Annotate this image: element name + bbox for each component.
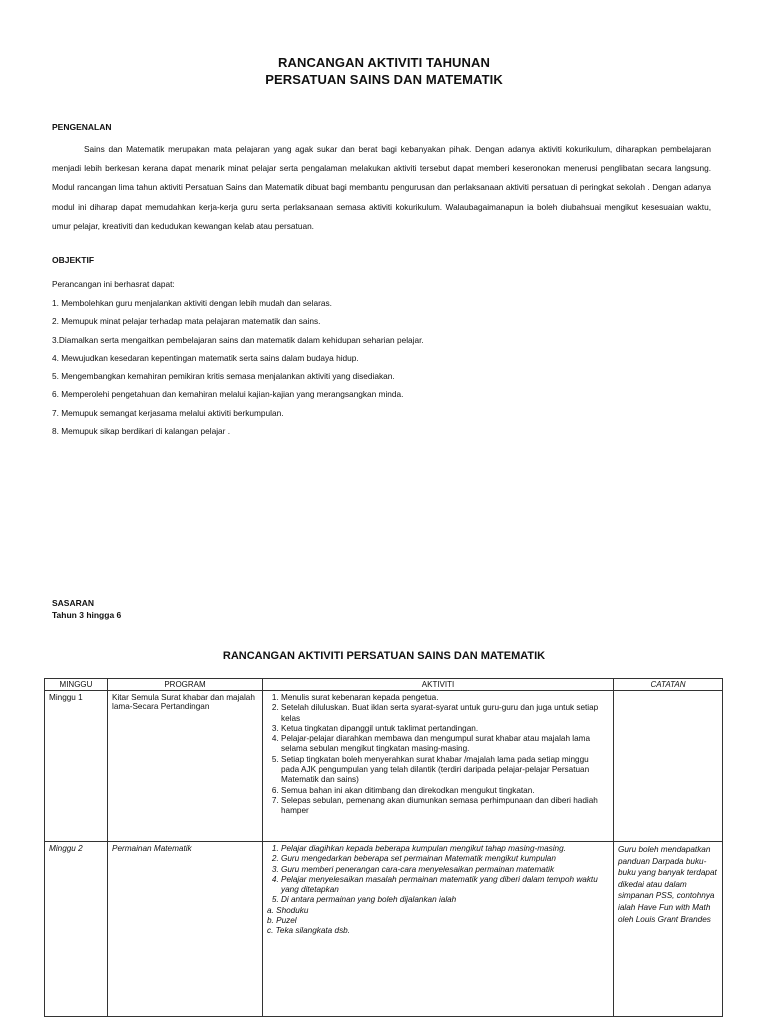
objektif-item: 3.Diamalkan serta mengaitkan pembelajaran sains dan matematik dalam kehidupan seharian pelajar. (52, 334, 424, 345)
permainan-item: a. Shoduku (267, 905, 309, 915)
aktiviti-item: 5. Setiap tingkatan boleh menyerahkan surat khabar /majalah lama pada setiap minggu pada AJK pengumpulan yang telah dilantik (terdiri daripada pelajar-pelajar Persatuan Matematik dan sains) (281, 755, 609, 786)
permainan-sublist (267, 906, 609, 937)
cell-aktiviti (263, 842, 614, 1017)
cell-catatan (614, 691, 723, 842)
cell-minggu: Minggu 1 (45, 691, 108, 842)
aktiviti-item: 1. Pelajar diagihkan kepada beberapa kumpulan mengikut tahap masing-masing. (281, 844, 609, 854)
sasaran-value: Tahun 3 hingga 6 (52, 610, 122, 620)
aktiviti-item: 7. Selepas sebulan, pemenang akan diumunkan semasa perhimpunaan dan diberi hadiah hamper (281, 796, 609, 817)
objektif-list (52, 297, 424, 443)
pengenalan-heading: PENGENALAN (52, 122, 112, 132)
cell-catatan: Guru boleh mendapatkan panduan Darpada buku-buku yang banyak terdapat dikedai atau dalam simpanan PSS, contohnya ialah Have Fun with Math oleh Louis Grant Brandes (614, 842, 723, 1017)
permainan-item: c. Teka silangkata dsb. (267, 926, 350, 936)
aktiviti-item: 1. Menulis surat kebenaran kepada pengetua. (281, 693, 609, 703)
header-catatan: CATATAN (614, 679, 723, 691)
cell-minggu: Minggu 2 (45, 842, 108, 1017)
table-header-row (45, 679, 723, 691)
cell-aktiviti (263, 691, 614, 842)
pengenalan-paragraph: Sains dan Matematik merupakan mata pelajaran yang agak sukar dan berat bagi kebanyakan pihak. Dengan adanya aktiviti kokurikulum, diharapkan pembelajaran menjadi lebih berkesan kerana dapat menarik minat pelajar serta pengalaman melakukan aktiviti tersebut dapat memberi keseronokan menerusi penglibatan secara langsung. Modul rancangan lima tahun aktiviti Persatuan Sains dan Matematik dibuat bagi membantu pengurusan dan perlaksanaan aktiviti persatuan di peringkat sekolah . Dengan adanya modul ini diharap dapat memudahkan kerja-kerja guru serta perlaksanaan semasa aktiviti kokurikulum. Walaubagaimanapun ia boleh diubahsuai mengikut kesesuaian waktu, umur pelajar, kreativiti dan kedudukan kewangan kelab atau persatuan. (52, 144, 711, 231)
aktiviti-item: 6. Semua bahan ini akan ditimbang dan direkodkan mengukut tingkatan. (281, 786, 609, 796)
header-minggu: MINGGU (45, 679, 108, 691)
activity-table (44, 678, 723, 1017)
objektif-intro: Perancangan ini berhasrat dapat: (52, 279, 175, 289)
aktiviti-item: 3. Guru memberi penerangan cara-cara menyelesaikan permainan matematik (281, 865, 609, 875)
permainan-item: b. Puzel (267, 916, 297, 926)
document-title: RANCANGAN AKTIVITI TAHUNAN (277, 55, 491, 70)
aktiviti-item: 2. Guru mengedarkan beberapa set permainan Matematik mengikut kumpulan (281, 854, 609, 864)
objektif-item: 6. Memperolehi pengetahuan dan kemahiran melalui kajian-kajian yang merangsangkan minda. (52, 389, 404, 400)
objektif-item: 4. Mewujudkan kesedaran kepentingan matematik serta sains dalam budaya hidup. (52, 352, 359, 363)
header-program: PROGRAM (108, 679, 263, 691)
objektif-item: 1. Membolehkan guru menjalankan aktiviti dengan lebih mudah dan selaras. (52, 298, 332, 308)
aktiviti-item: 4. Pelajar-pelajar diarahkan membawa dan mengumpul surat khabar atau majalah lama selama sebulan mengikut tingkatan masing-masing. (281, 734, 609, 755)
aktiviti-item: 5. Di antara permainan yang boleh dijalankan ialah (281, 895, 609, 905)
cell-program: Kitar Semula Surat khabar dan majalah lama-Secara Pertandingan (108, 691, 263, 842)
aktiviti-list (267, 844, 609, 906)
aktiviti-item: 3. Ketua tingkatan dipanggil untuk taklimat pertandingan. (281, 724, 609, 734)
sasaran-heading: SASARAN (52, 598, 95, 608)
objektif-heading: OBJEKTIF (52, 255, 95, 265)
table-row (45, 842, 723, 1017)
objektif-item: 5. Mengembangkan kemahiran pemikiran kritis semasa menjalankan aktiviti yang disediakan. (52, 371, 395, 382)
aktiviti-list (267, 693, 609, 817)
objektif-item: 7. Memupuk semangat kerjasama melalui aktiviti berkumpulan. (52, 407, 284, 418)
aktiviti-item: 2. Setelah diluluskan. Buat iklan serta syarat-syarat untuk guru-guru dan juga untuk setiap kelas (281, 703, 609, 724)
objektif-item: 2. Memupuk minat pelajar terhadap mata pelajaran matematik dan sains. (52, 316, 321, 327)
cell-program: Permainan Matematik (108, 842, 263, 1017)
header-aktiviti: AKTIVITI (263, 679, 614, 691)
document-subtitle: PERSATUAN SAINS DAN MATEMATIK (265, 72, 503, 87)
objektif-item: 8. Memupuk sikap berdikari di kalangan pelajar . (52, 426, 231, 437)
table-row (45, 691, 723, 842)
aktiviti-item: 4. Pelajar menyelesaikan masalah permainan matematik yang diberi dalam tempoh waktu yang ditetapkan (281, 875, 609, 896)
table-title: RANCANGAN AKTIVITI PERSATUAN SAINS DAN MATEMATIK (222, 650, 546, 662)
